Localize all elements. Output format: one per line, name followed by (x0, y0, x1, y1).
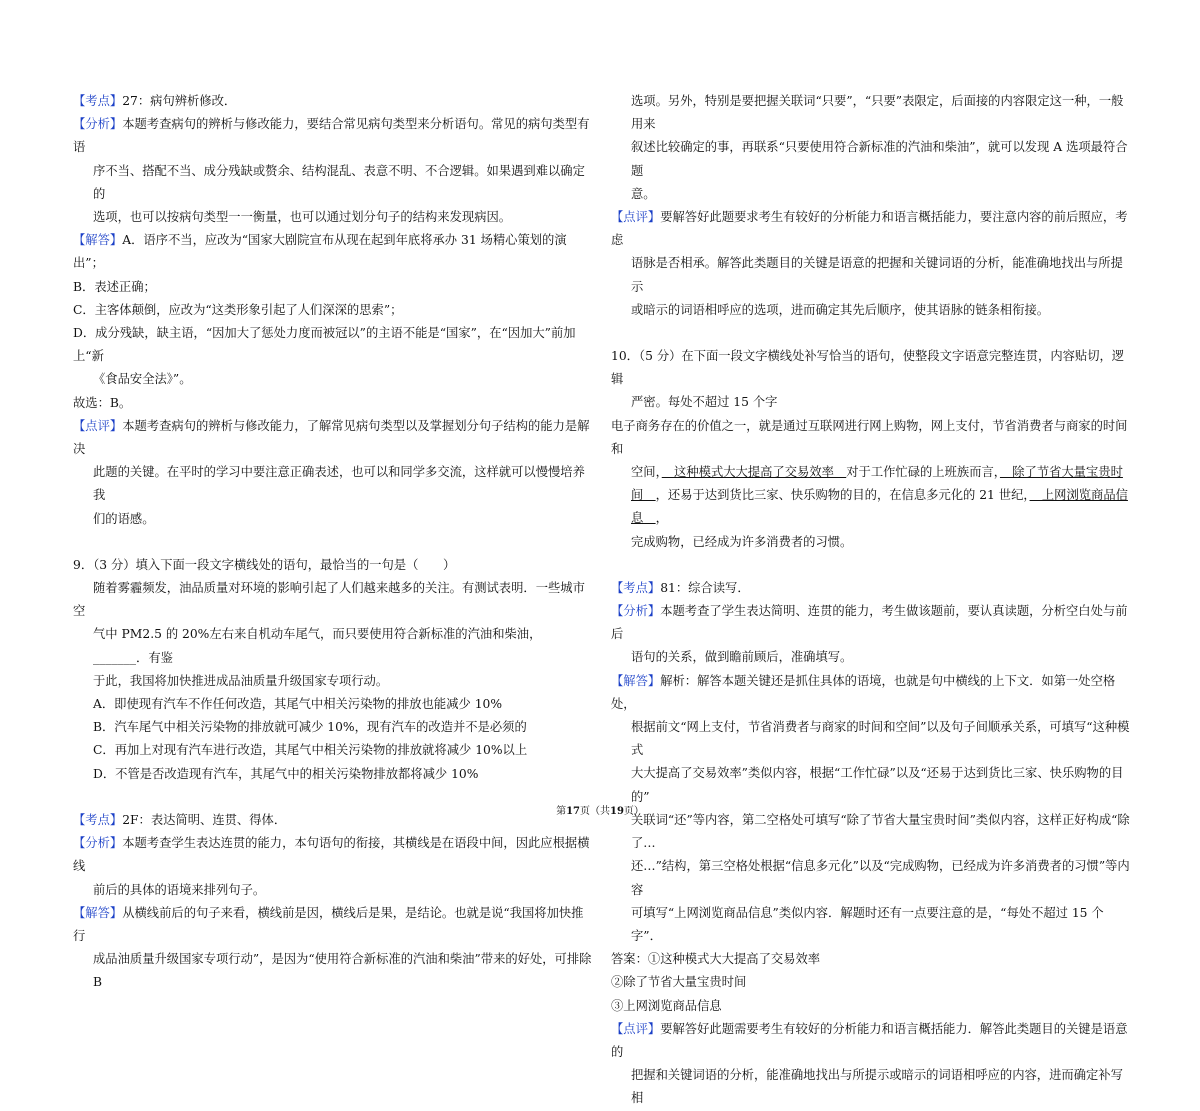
left-column (73, 90, 593, 995)
answer-blank-2-cont: 间 (631, 488, 656, 503)
q9-option-d: D．不管是否改造现有汽车，其尾气中的相关污染物排放都将减少 10% (93, 766, 479, 781)
q8-fenxi-line: 序不当、搭配不当、成分残缺或赘余、结构混乱、表意不明、不合逻辑。如果遇到难以确定的 (93, 163, 585, 201)
q10-passage-line: 完成购物，已经成为许多消费者的习惯。 (631, 534, 853, 549)
q9-jieda-line: 成品油质量升级国家专项行动”，是因为“使用符合新标准的汽油和柴油”带来的好处，可排除 B (93, 952, 592, 990)
q10-answer-2: ②除了节省大量宝贵时间 (611, 975, 747, 990)
q8-jieda-b: B．表述正确； (73, 279, 156, 294)
page-number: 17 (566, 806, 580, 817)
page-total: 19 (610, 806, 624, 817)
q10-jieda: 【解答】解析：解答本题关键还是抓住具体的语境，也就是句中横线的上下文．如第一处空格处， (611, 673, 1116, 711)
q8-dianping: 【点评】本题考查病句的辨析与修改能力，了解常见病句类型以及掌握划分句子结构的能力是解决 (73, 418, 590, 457)
tag-fenxi: 【分析】 (611, 604, 661, 619)
q10-jieda-line: 可填写“上网浏览商品信息”类似内容．解题时还有一点要注意的是，“每处不超过 15 个字”． (631, 905, 1104, 943)
q8-jieda-d: D．成分残缺，缺主语，“因加大了惩处力度而被冠以”的主语不能是“国家”，在“因加大”前加上“新 (73, 326, 576, 364)
tag-dianping: 【点评】 (611, 1021, 661, 1036)
q10-kaodian: 【考点】81：综合读写． (611, 580, 750, 595)
q9-passage: 随着雾霾频发，油品质量对环境的影响引起了人们越来越多的关注。有测试表明．一些城市空 (73, 581, 585, 619)
q10-dianping-line: 把握和关键词语的分析，能准确地找出与所提示或暗示的词语相呼应的内容，进而确定补写相 (631, 1068, 1123, 1106)
tag-dianping: 【点评】 (73, 418, 123, 433)
q9-jieda-line: 选项。另外，特别是要把握关联词“只要”，“只要”表限定，后面接的内容限定这一种，一般用来 (631, 94, 1124, 132)
q10-answer: 答案：①这种模式大大提高了交易效率 (611, 952, 821, 967)
q10-answer-3: ③上网浏览商品信息 (611, 998, 722, 1013)
q10-dianping: 【点评】要解答好此题需要考生有较好的分析能力和语言概括能力．解答此类题目的关键是语意的 (611, 1021, 1128, 1059)
spacer (611, 322, 1133, 345)
q10-stem-line: 严密。每处不超过 15 个字 (631, 395, 778, 410)
q10-fenxi: 【分析】本题考查了学生表达简明、连贯的能力，考生做该题前，要认真读题，分析空白处与前后 (611, 604, 1128, 642)
q10-stem: 10．（5 分）在下面一段文字横线处补写恰当的语句，使整段文字语意完整连贯，内容贴切，逻辑 (611, 349, 1125, 387)
tag-jieda: 【解答】 (73, 233, 123, 248)
q8-fenxi-line: 选项，也可以按病句类型一一衡量，也可以通过划分句子的结构来发现病因。 (93, 210, 512, 225)
right-column (611, 90, 1133, 1111)
q9-passage-line: 于此，我国将加快推进成品油质量升级国家专项行动。 (93, 673, 389, 688)
q10-jieda-line: 关联词“还”等内容，第二空格处可填写“除了节省大量宝贵时间”类似内容，这样正好构成“除了… (631, 812, 1130, 851)
q9-option-b: B．汽车尾气中相关污染物的排放就可减少 10%，现有汽车的改造并不是必须的 (93, 720, 527, 735)
q8-jieda-d-cont: 《食品安全法》”。 (93, 372, 192, 387)
q9-dianping: 【点评】要解答好此题要求考生有较好的分析能力和语言概括能力，要注意内容的前后照应，考虑 (611, 210, 1128, 248)
q9-fenxi-line: 前后的具体的语境来排列句子。 (93, 882, 266, 897)
q8-fenxi: 【分析】本题考查病句的辨析与修改能力，要结合常见病句类型来分析语句。常见的病句类型有语 (73, 117, 590, 155)
q9-jieda-line: 意。 (631, 186, 656, 201)
q10-passage-line: 空间， 这种模式大大提高了交易效率 对于工作忙碌的上班族而言， 除了节省大量宝贵时 (631, 465, 1123, 480)
q8-jieda-c: C．主客体颠倒，应改为“这类形象引起了人们深深的思索”； (73, 302, 403, 317)
spacer (73, 531, 593, 554)
q9-jieda-line: 叙述比较确定的事，再联系“只要使用符合新标准的汽油和柴油”，就可以发现 A 选项最符合题 (631, 140, 1128, 178)
q8-dianping-line: 们的语感。 (93, 511, 155, 526)
tag-kaodian: 【考点】 (611, 580, 661, 595)
q9-option-a: A．即使现有汽车不作任何改造，其尾气中相关污染物的排放也能减少 10% (93, 697, 503, 712)
q10-jieda-line: 大大提高了交易效率”类似内容，根据“工作忙碌”以及“还易于达到货比三家、快乐购物的目的” (631, 766, 1124, 804)
q8-kaodian: 【考点】27：病句辨析修改． (73, 94, 237, 108)
tag-dianping: 【点评】 (611, 210, 661, 225)
q9-option-c: C．再加上对现有汽车进行改造，其尾气中相关污染物的排放就将减少 10%以上 (93, 743, 528, 758)
q10-passage: 电子商务存在的价值之一，就是通过互联网进行网上购物，网上支付，节省消费者与商家的时间和 (611, 418, 1128, 456)
tag-jieda: 【解答】 (73, 905, 123, 920)
tag-jieda: 【解答】 (611, 673, 661, 688)
q9-stem: 9．（3 分）填入下面一段文字横线处的语句，最恰当的一句是（ ） (73, 557, 456, 572)
q10-jieda-line: 根据前文“网上支付，节省消费者与商家的时间和空间”以及句子间顺承关系，可填写“这种模式 (631, 720, 1130, 758)
q9-dianping-line: 或暗示的词语相呼应的选项，进而确定其先后顺序，使其语脉的链条相衔接。 (631, 302, 1050, 317)
spacer (611, 554, 1133, 577)
q9-passage-line: 气中 PM2.5 的 20%左右来自机动车尾气，而只要使用符合新标准的汽油和柴油，_______．有鉴 (93, 627, 542, 665)
q10-fenxi-line: 语句的关系，做到瞻前顾后，准确填写。 (631, 650, 853, 665)
tag-fenxi: 【分析】 (73, 836, 123, 851)
q9-jieda: 【解答】从横线前后的句子来看，横线前是因，横线后是果，是结论。也就是说“我国将加快推行 (73, 905, 584, 943)
answer-blank-1: 这种模式大大提高了交易效率 (661, 465, 847, 480)
q8-jieda: 【解答】A．语序不当，应改为“国家大剧院宣布从现在起到年底将承办 31 场精心策划的演出”； (73, 233, 567, 271)
q9-dianping-line: 语脉是否相承。解答此类题目的关键是语意的把握和关键词语的分析，能准确地找出与所提示 (631, 256, 1123, 294)
q8-dianping-line: 此题的关键。在平时的学习中要注意正确表述，也可以和同学多交流，这样就可以慢慢培养我 (93, 465, 585, 503)
answer-blank-2: 除了节省大量宝贵时 (999, 465, 1123, 480)
tag-kaodian: 【考点】 (73, 812, 123, 827)
tag-kaodian: 【考点】 (73, 94, 123, 108)
q8-answer: 故选：B。 (73, 395, 132, 410)
q9-kaodian: 【考点】2F：表达简明、连贯、得体． (73, 812, 287, 827)
answer-blank-3: 上网浏览商品信息 (631, 488, 1128, 526)
tag-fenxi: 【分析】 (73, 117, 123, 132)
q10-jieda-line: 还…”结构，第三空格处根据“信息多元化”以及“完成购物，已经成为许多消费者的习惯”等内容 (631, 859, 1130, 897)
page-footer: 第17页（共19页） (556, 806, 644, 817)
q10-passage-line: 间 ，还易于达到货比三家、快乐购物的目的，在信息多元化的 21 世纪， 上网浏览商品信息 ， (631, 488, 1128, 526)
q9-fenxi: 【分析】本题考查学生表达连贯的能力，本句语句的衔接，其横线是在语段中间，因此应根据横线 (73, 836, 590, 874)
